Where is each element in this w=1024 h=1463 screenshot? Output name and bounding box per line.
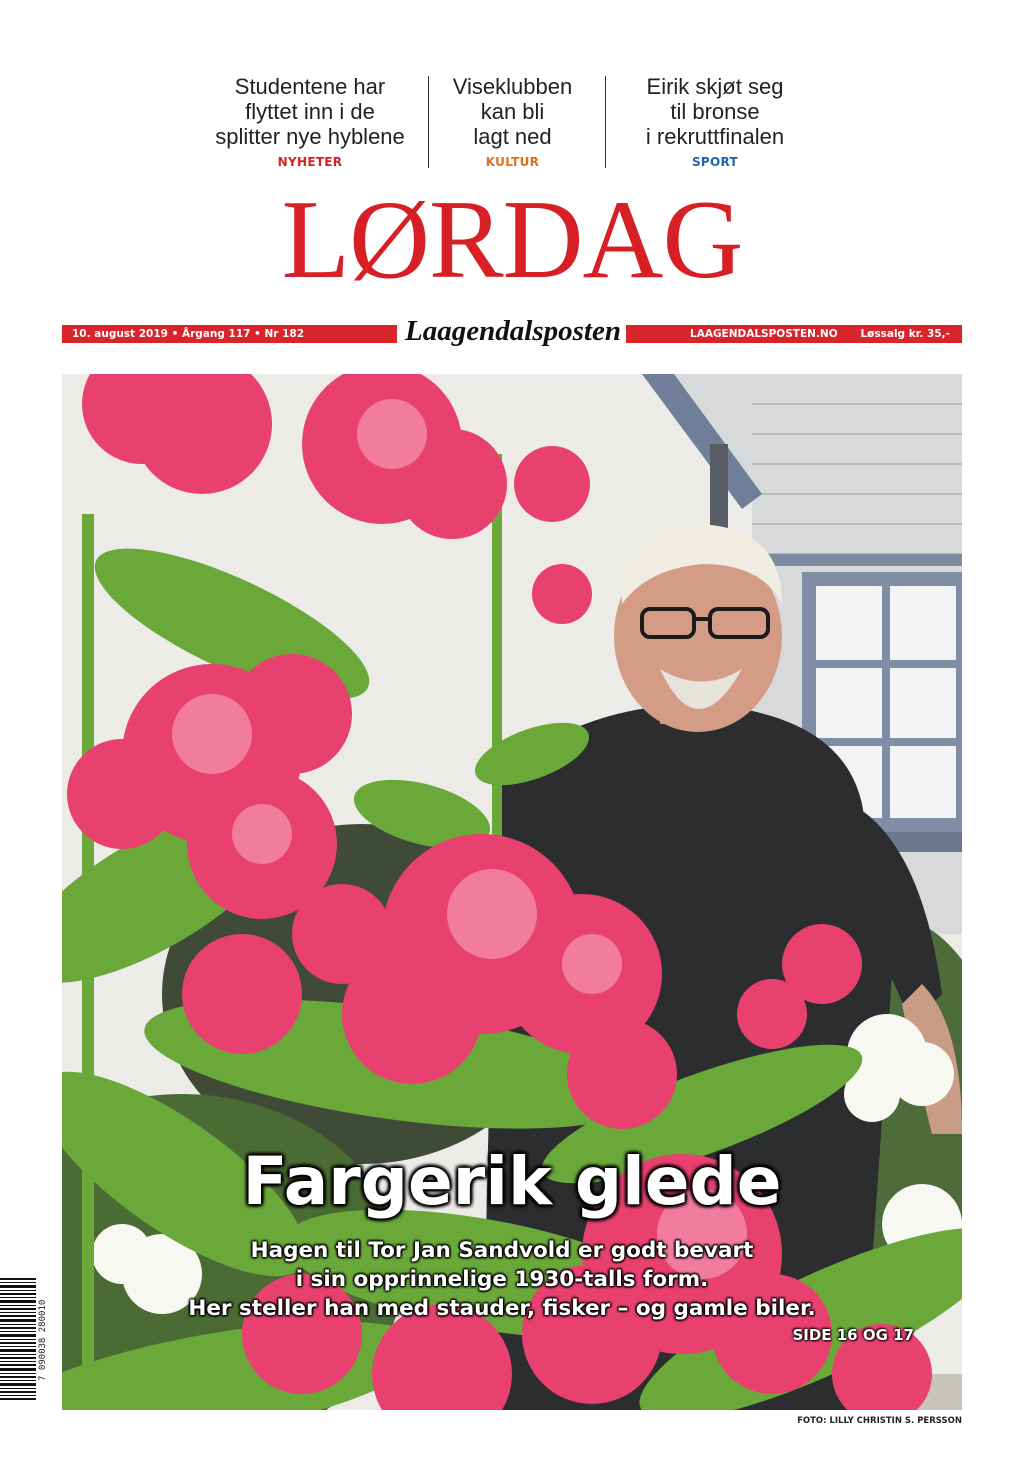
teaser-culture[interactable] <box>440 74 585 169</box>
barcode <box>0 1278 36 1400</box>
teaser-sport[interactable] <box>620 74 810 169</box>
paper-logo[interactable]: Laagendalsposten <box>405 315 621 347</box>
issue-info: 10. august 2019 • Årgang 117 • Nr 182 <box>72 328 305 340</box>
price-label: Løssalg kr. 35,- <box>860 328 950 340</box>
teaser-divider <box>605 76 606 168</box>
teaser-sport-text: Eirik skjøt seg til bronse i rekruttfinalen <box>645 74 785 149</box>
website-link[interactable]: LAAGENDALSPOSTEN.NO <box>690 328 838 340</box>
cover-subline: Hagen til Tor Jan Sandvold er godt bevart i sin opprinnelige 1930-talls form. Her steller han med stauder, fisker – og gamle biler. <box>188 1238 816 1321</box>
masthead-title: LØRDAG <box>281 178 743 302</box>
issue-bar <box>62 325 397 343</box>
cover-headline[interactable]: Fargerik glede <box>242 1143 782 1220</box>
teaser-news-text: Studentene har flyttet inn i de splitter nye hyblene <box>215 74 405 149</box>
photo-credit: FOTO: LILLY CHRISTIN S. PERSSON <box>797 1416 962 1426</box>
teaser-culture-text: Viseklubben kan bli lagt ned <box>452 74 573 149</box>
page-reference: SIDE 16 OG 17 <box>792 1326 914 1344</box>
cover-photo[interactable] <box>62 374 962 1410</box>
teaser-sport-section: SPORT <box>691 155 739 169</box>
website-bar <box>626 325 962 343</box>
teaser-divider <box>428 76 429 168</box>
teaser-news[interactable] <box>205 74 415 169</box>
teaser-news-section: NYHETER <box>277 155 343 169</box>
barcode-digits: 7 090038 280010 <box>38 1299 48 1381</box>
teaser-culture-section: KULTUR <box>485 155 540 169</box>
